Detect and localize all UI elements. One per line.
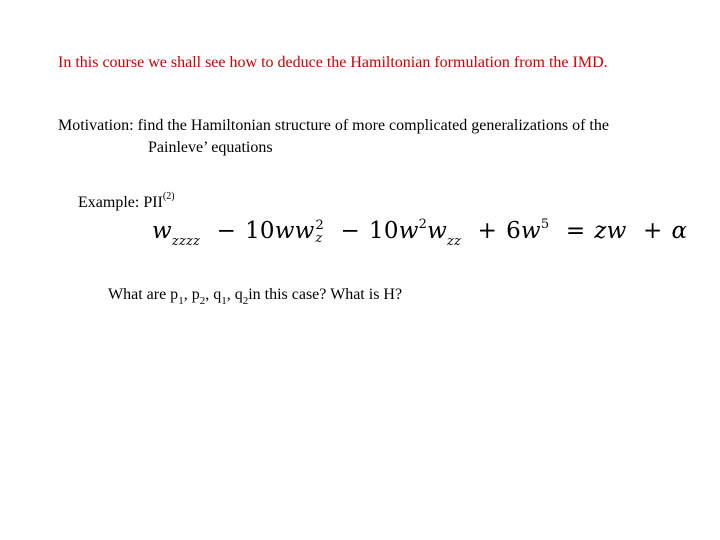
question-sep-1: , p	[183, 286, 200, 303]
eq-term-w2: w	[398, 218, 419, 244]
question-p1-sub: 1	[178, 295, 184, 307]
eq-supsub-1	[316, 219, 324, 245]
eq-plus-2: +	[643, 218, 663, 244]
eq-term-w3: w	[427, 218, 447, 244]
eq-sub-zzzz: zzzz	[171, 234, 201, 249]
eq-term-w4: w	[520, 218, 541, 244]
question-q2-sub: 2	[242, 295, 249, 307]
question-p2-sub: 2	[199, 295, 206, 307]
eq-coef-10b: 10	[369, 218, 399, 244]
question-prefix: What are p	[108, 286, 179, 303]
eq-coef-10a: 10	[245, 218, 275, 244]
question-q1-sub: 1	[221, 295, 227, 307]
question-sep-2: , q	[205, 286, 222, 303]
motivation-line-1	[58, 115, 609, 137]
eq-exp-2a: 2	[315, 218, 325, 233]
eq-equals: =	[565, 218, 586, 244]
eq-minus-2: −	[340, 218, 361, 244]
eq-term-ww: ww	[274, 218, 315, 244]
motivation-line-2: Painleve’ equations	[148, 139, 273, 156]
eq-sub-z: z	[315, 231, 323, 246]
example-superscript: (2)	[162, 191, 175, 202]
motivation-label: Motivation:	[58, 117, 134, 134]
pii2-equation	[152, 217, 688, 249]
eq-plus-1: +	[477, 218, 498, 244]
eq-term-w: w	[152, 218, 172, 244]
intro-statement: In this course we shall see how to deduce the Hamiltonian formulation from the IMD.	[58, 54, 608, 71]
eq-term-alpha: α	[671, 218, 688, 244]
motivation-block	[58, 115, 609, 159]
question-suffix: in this case? What is H?	[248, 286, 403, 303]
eq-sub-zz: zz	[446, 234, 462, 249]
example-label	[78, 191, 175, 212]
eq-minus-1: −	[216, 218, 237, 244]
motivation-text-1: find the Hamiltonian structure of more complicated generalizations of the	[137, 117, 609, 134]
eq-exp-5: 5	[540, 217, 550, 232]
example-text: Example: PII	[78, 194, 163, 211]
eq-term-zw: zw	[594, 218, 627, 244]
question-sep-3: , q	[226, 286, 243, 303]
eq-exp-2b: 2	[418, 217, 428, 232]
question-line	[108, 286, 403, 307]
eq-coef-6: 6	[506, 218, 521, 244]
